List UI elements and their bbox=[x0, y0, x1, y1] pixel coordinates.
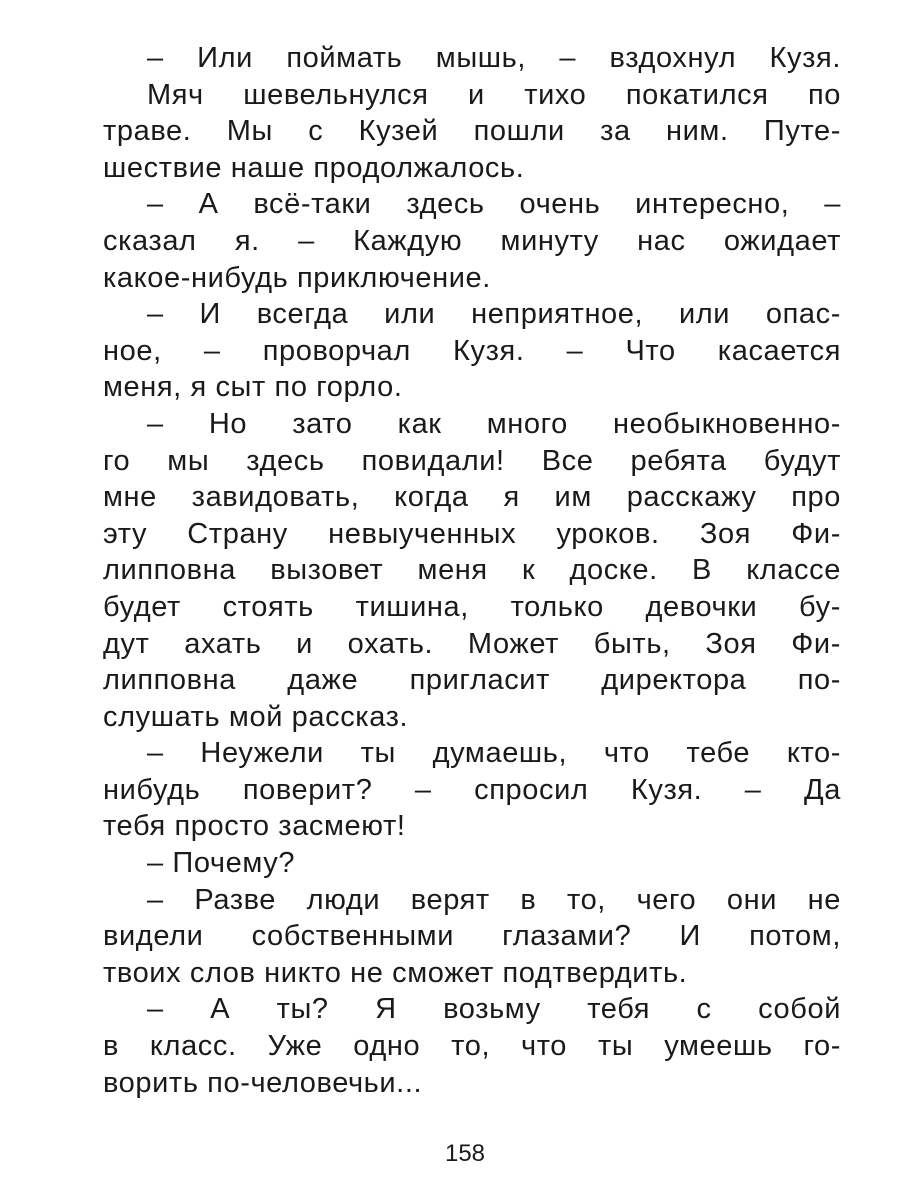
text-line: – И всегда или неприятное, или опас- bbox=[147, 298, 841, 331]
text-line: – Или поймать мышь, – вздохнул Кузя. bbox=[147, 42, 841, 74]
paragraph bbox=[103, 845, 841, 882]
page-text bbox=[103, 40, 841, 1101]
text-line: видели собственными глазами? И потом, bbox=[103, 920, 841, 953]
paragraph bbox=[103, 991, 841, 1101]
text-line: – А ты? Я возьму тебя с собой bbox=[147, 993, 841, 1026]
text-line: мне завидовать, когда я им расскажу про bbox=[103, 481, 841, 514]
text-line: – А всё-таки здесь очень интересно, – bbox=[147, 188, 841, 221]
text-line: – Почему? bbox=[147, 847, 296, 880]
text-line: дут ахать и охать. Может быть, Зоя Фи- bbox=[103, 627, 841, 660]
paragraph bbox=[103, 40, 841, 77]
text-line: сказал я. – Каждую минуту нас ожидает bbox=[103, 224, 841, 257]
paragraph bbox=[103, 735, 841, 845]
text-line: какое-нибудь приключение. bbox=[103, 261, 491, 294]
paragraph bbox=[103, 296, 841, 406]
text-line: тебя просто засмеют! bbox=[103, 810, 406, 843]
paragraph bbox=[103, 77, 841, 187]
text-line: ное, – проворчал Кузя. – Что касается bbox=[103, 334, 841, 367]
text-line: – Но зато как много необыкновенно- bbox=[147, 407, 841, 440]
text-line: Мяч шевельнулся и тихо покатился по bbox=[147, 78, 841, 111]
paragraph bbox=[103, 186, 841, 296]
text-line: слушать мой рассказ. bbox=[103, 700, 409, 733]
paragraph bbox=[103, 882, 841, 992]
text-line: липповна даже пригласит директора по- bbox=[103, 664, 841, 697]
text-line: эту Страну невыученных уроков. Зоя Фи- bbox=[103, 517, 841, 550]
paragraph bbox=[103, 406, 841, 735]
text-line: шествие наше продолжалось. bbox=[103, 151, 525, 184]
page-number: 158 bbox=[444, 1140, 486, 1167]
text-line: будет стоять тишина, только девочки бу- bbox=[103, 590, 841, 623]
text-line: траве. Мы с Кузей пошли за ним. Путе- bbox=[103, 115, 841, 148]
text-line: в класс. Уже одно то, что ты умеешь го- bbox=[103, 1030, 841, 1063]
text-line: нибудь поверит? – спросил Кузя. – Да bbox=[103, 773, 841, 806]
text-line: меня, я сыт по горло. bbox=[103, 371, 403, 404]
text-line: – Неужели ты думаешь, что тебе кто- bbox=[147, 737, 841, 770]
text-line: го мы здесь повидали! Все ребята будут bbox=[103, 444, 841, 477]
text-line: твоих слов никто не сможет подтвердить. bbox=[103, 956, 688, 989]
text-line: ворить по-человечьи... bbox=[103, 1066, 423, 1099]
text-line: липповна вызовет меня к доске. В классе bbox=[103, 554, 841, 587]
text-line: – Разве люди верят в то, чего они не bbox=[147, 883, 841, 916]
